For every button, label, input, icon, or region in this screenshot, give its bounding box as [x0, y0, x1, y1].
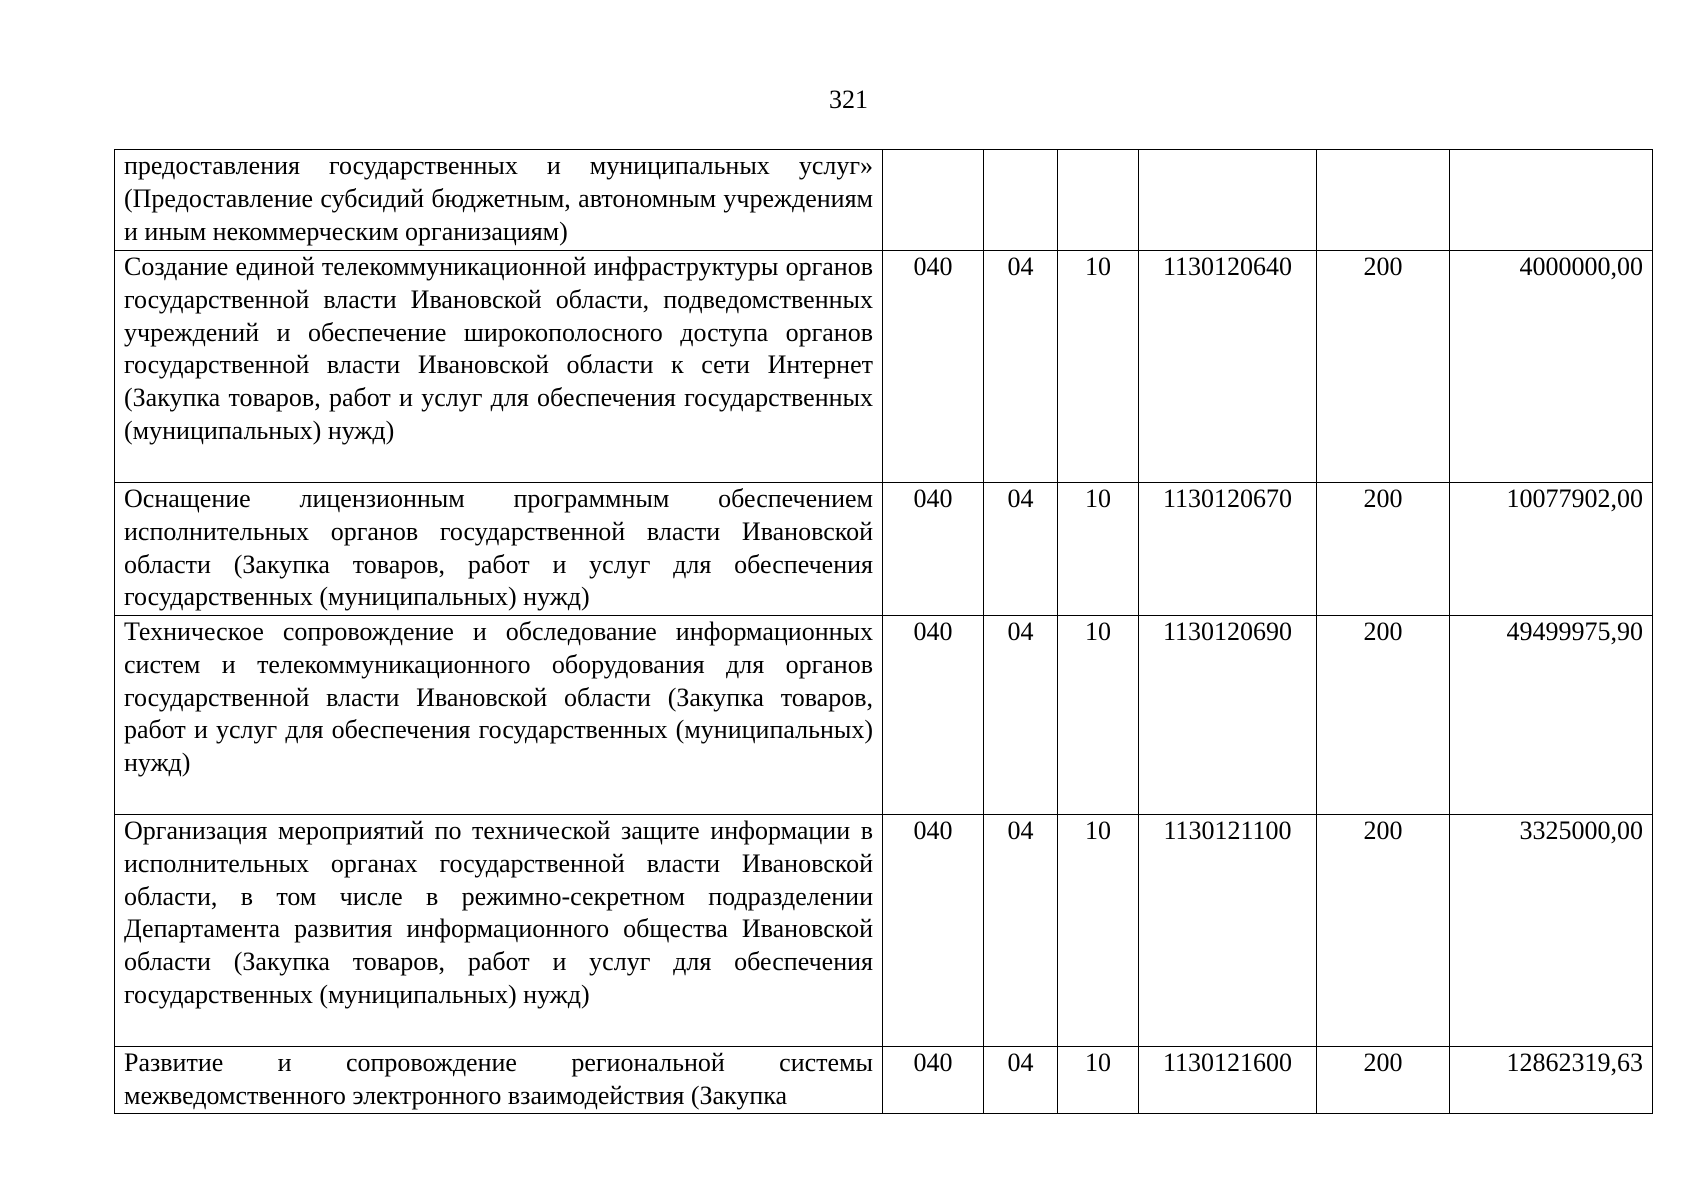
- row-expense-type: [1317, 150, 1450, 251]
- row-section-code: 04: [984, 815, 1058, 1047]
- row-ministry-code: 040: [883, 483, 984, 616]
- row-subsection-code: 10: [1058, 616, 1139, 815]
- row-section-code: [984, 150, 1058, 251]
- row-section-code: 04: [984, 251, 1058, 483]
- row-expense-type: 200: [1317, 616, 1450, 815]
- row-subsection-code: 10: [1058, 1047, 1139, 1114]
- row-amount: 49499975,90: [1450, 616, 1653, 815]
- row-subsection-code: [1058, 150, 1139, 251]
- row-target-article: 1130120670: [1139, 483, 1317, 616]
- row-description: Создание единой телекоммуникационной инфраструктуры органов государственной власти Ивановской области, подведомственных учреждений и обеспечение широкополосного доступа органов государственной власти Ивановской области к сети Интернет (Закупка товаров, работ и услуг для обеспечения государственных (муниципальных) нужд): [115, 251, 883, 483]
- row-ministry-code: 040: [883, 815, 984, 1047]
- row-ministry-code: 040: [883, 251, 984, 483]
- row-amount: [1450, 150, 1653, 251]
- row-description: Организация мероприятий по технической защите информации в исполнительных органах государственной власти Ивановской области, в том числе в режимно-секретном подразделении Департамента развития информационного общества Ивановской области (Закупка товаров, работ и услуг для обеспечения государственных (муниципальных) нужд): [115, 815, 883, 1047]
- row-section-code: 04: [984, 483, 1058, 616]
- row-target-article: [1139, 150, 1317, 251]
- row-amount: 4000000,00: [1450, 251, 1653, 483]
- row-description: Техническое сопровождение и обследование информационных систем и телекоммуникационного оборудования для органов государственной власти Ивановской области (Закупка товаров, работ и услуг для обеспечения государственных (муниципальных) нужд): [115, 616, 883, 815]
- table-row: [115, 1047, 1653, 1114]
- row-expense-type: 200: [1317, 815, 1450, 1047]
- row-ministry-code: [883, 150, 984, 251]
- row-section-code: 04: [984, 616, 1058, 815]
- row-target-article: 1130120690: [1139, 616, 1317, 815]
- row-section-code: 04: [984, 1047, 1058, 1114]
- row-expense-type: 200: [1317, 1047, 1450, 1114]
- row-subsection-code: 10: [1058, 483, 1139, 616]
- table-row: [115, 251, 1653, 483]
- row-ministry-code: 040: [883, 1047, 984, 1114]
- table-row: [115, 150, 1653, 251]
- table-row: [115, 616, 1653, 815]
- row-target-article: 1130120640: [1139, 251, 1317, 483]
- row-subsection-code: 10: [1058, 815, 1139, 1047]
- row-description: предоставления государственных и муниципальных услуг» (Предоставление субсидий бюджетным, автономным учреждениям и иным некоммерческим организациям): [115, 150, 883, 251]
- row-amount: 3325000,00: [1450, 815, 1653, 1047]
- table-row: [115, 483, 1653, 616]
- page-number: 321: [829, 85, 868, 114]
- row-target-article: 1130121600: [1139, 1047, 1317, 1114]
- budget-table: [114, 149, 1653, 1114]
- row-expense-type: 200: [1317, 251, 1450, 483]
- row-description: Развитие и сопровождение региональной системы межведомственного электронного взаимодействия (Закупка: [115, 1047, 883, 1114]
- row-subsection-code: 10: [1058, 251, 1139, 483]
- row-description: Оснащение лицензионным программным обеспечением исполнительных органов государственной власти Ивановской области (Закупка товаров, работ и услуг для обеспечения государственных (муниципальных) нужд): [115, 483, 883, 616]
- budget-table-body: [115, 150, 1653, 1114]
- table-row: [115, 815, 1653, 1047]
- row-ministry-code: 040: [883, 616, 984, 815]
- row-amount: 10077902,00: [1450, 483, 1653, 616]
- row-target-article: 1130121100: [1139, 815, 1317, 1047]
- row-amount: 12862319,63: [1450, 1047, 1653, 1114]
- row-expense-type: 200: [1317, 483, 1450, 616]
